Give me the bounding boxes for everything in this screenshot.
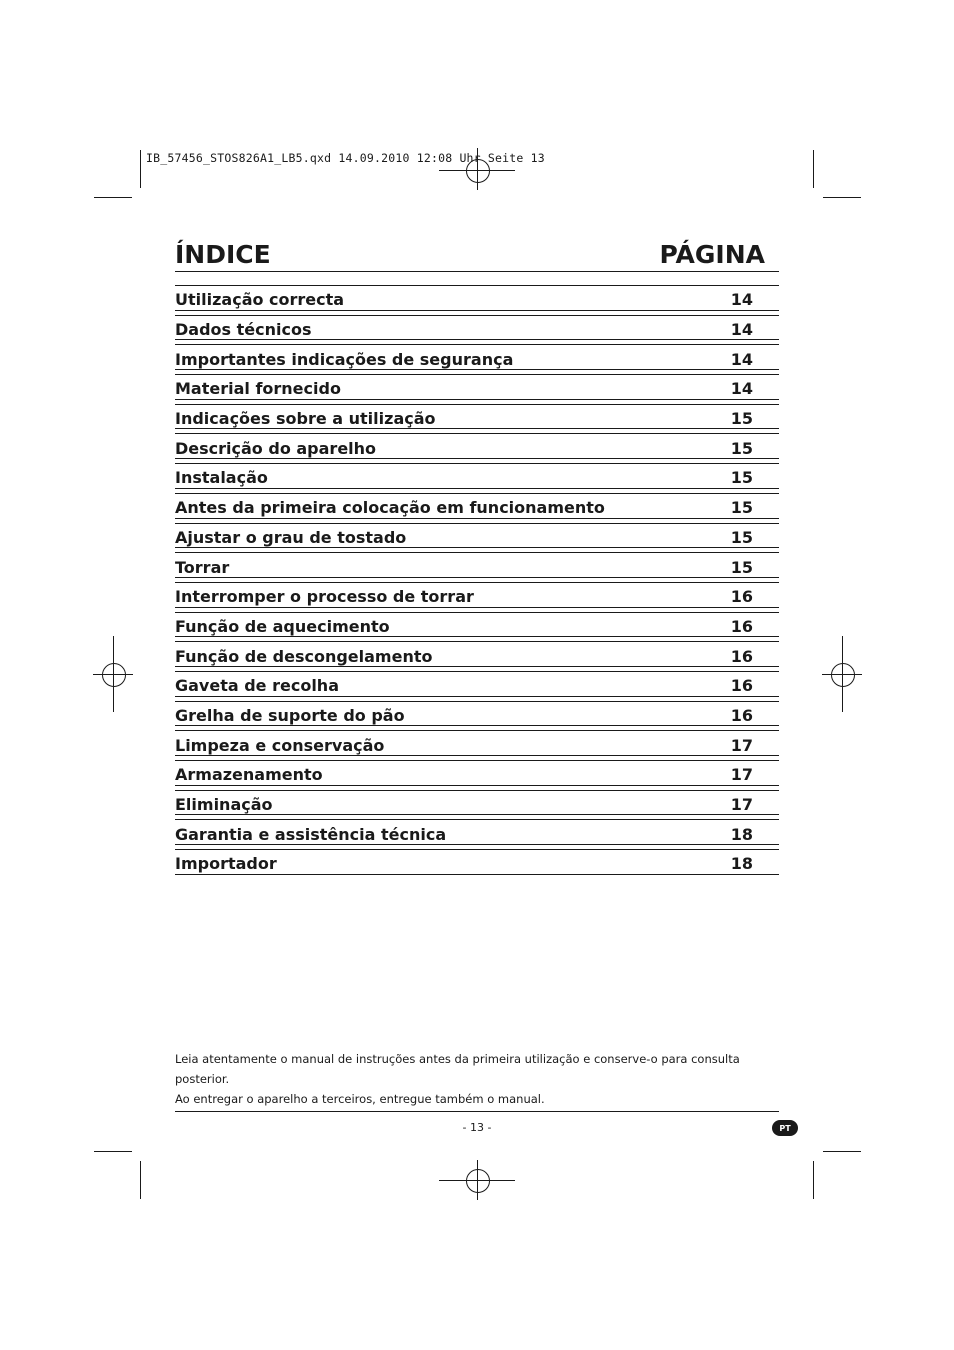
crop-mark	[813, 1161, 814, 1199]
crop-mark	[140, 1161, 141, 1199]
toc-entry-page: 16	[730, 587, 753, 607]
toc-entry-label: Indicações sobre a utilização	[175, 409, 436, 429]
toc-entry	[175, 670, 779, 700]
footnote-line: Ao entregar o aparelho a terceiros, entregue também o manual.	[175, 1092, 545, 1106]
toc-entry-label: Limpeza e conservação	[175, 735, 385, 755]
toc-entry	[175, 729, 779, 759]
toc-entry-page: 16	[730, 705, 753, 725]
toc-entry-page: 17	[730, 795, 753, 815]
toc-entry-page: 14	[730, 320, 753, 340]
toc-entry-label: Função de aquecimento	[175, 616, 390, 636]
toc-entry	[175, 314, 779, 344]
toc-header	[175, 240, 779, 269]
toc-entry-page: 15	[730, 409, 753, 429]
toc-entry-label: Instalação	[175, 468, 268, 488]
toc-entry-label: Gaveta de recolha	[175, 676, 339, 696]
toc-entry-page: 15	[730, 438, 753, 458]
toc-entry	[175, 700, 779, 730]
toc-entry-label: Descrição do aparelho	[175, 438, 377, 458]
toc-entry-page: 15	[730, 468, 753, 488]
footnote-line: Leia atentamente o manual de instruções antes da primeira utilização e conserve-o para consulta posterior.	[175, 1052, 740, 1086]
language-badge: PT	[772, 1120, 798, 1136]
toc-entry	[175, 789, 779, 819]
crop-mark	[823, 197, 861, 198]
toc-entry-label: Armazenamento	[175, 765, 323, 785]
page-heading: PÁGINA	[659, 240, 765, 269]
toc-entry	[175, 373, 779, 403]
toc-entry-label: Material fornecido	[175, 379, 341, 399]
index-heading: ÍNDICE	[175, 240, 271, 269]
crop-mark	[823, 1151, 861, 1152]
header-divider	[175, 271, 779, 272]
toc-entry-label: Interromper o processo de torrar	[175, 587, 474, 607]
toc-entry-page: 17	[730, 735, 753, 755]
toc-entry	[175, 759, 779, 789]
toc-entry	[175, 522, 779, 552]
toc-entry	[175, 848, 779, 878]
toc-entry	[175, 611, 779, 641]
toc-entry	[175, 551, 779, 581]
toc-entry-label: Utilização correcta	[175, 290, 345, 310]
toc-entry	[175, 403, 779, 433]
print-info: IB_57456_STOS826A1_LB5.qxd 14.09.2010 12:08 Uhr Seite 13	[146, 151, 545, 165]
toc-entry-page: 15	[730, 527, 753, 547]
toc-entry	[175, 432, 779, 462]
toc-entry-page: 16	[730, 616, 753, 636]
footer-divider	[175, 1111, 779, 1112]
toc-entry-page: 17	[730, 765, 753, 785]
toc-entry-page: 16	[730, 676, 753, 696]
toc-entry-page: 18	[730, 854, 753, 874]
crop-mark	[94, 197, 132, 198]
toc-entry-page: 14	[730, 290, 753, 310]
toc-entry-page: 16	[730, 646, 753, 666]
toc-entry	[175, 462, 779, 492]
page-number: - 13 -	[462, 1121, 492, 1134]
footnote	[175, 1049, 795, 1109]
toc-entry	[175, 581, 779, 611]
toc-entry-label: Importador	[175, 854, 277, 874]
toc-entry-page: 14	[730, 349, 753, 369]
toc-entry	[175, 640, 779, 670]
toc-entry-label: Garantia e assistência técnica	[175, 824, 447, 844]
toc-entry-label: Eliminação	[175, 795, 273, 815]
crop-mark	[140, 150, 141, 188]
crop-mark	[813, 150, 814, 188]
toc-entry	[175, 343, 779, 373]
toc-entry	[175, 492, 779, 522]
toc-entry-label: Importantes indicações de segurança	[175, 349, 514, 369]
toc-entry-label: Ajustar o grau de tostado	[175, 527, 407, 547]
crop-mark	[94, 1151, 132, 1152]
toc-entry-label: Grelha de suporte do pão	[175, 705, 405, 725]
toc-entry	[175, 818, 779, 848]
toc-entry-label: Antes da primeira colocação em funcionamento	[175, 498, 605, 518]
toc-entry-page: 15	[730, 498, 753, 518]
toc-entry-label: Torrar	[175, 557, 230, 577]
toc-entry-page: 18	[730, 824, 753, 844]
toc-entry	[175, 284, 779, 314]
table-of-contents	[175, 284, 779, 878]
toc-entry-label: Função de descongelamento	[175, 646, 433, 666]
toc-entry-page: 15	[730, 557, 753, 577]
toc-entry-page: 14	[730, 379, 753, 399]
toc-entry-label: Dados técnicos	[175, 320, 312, 340]
